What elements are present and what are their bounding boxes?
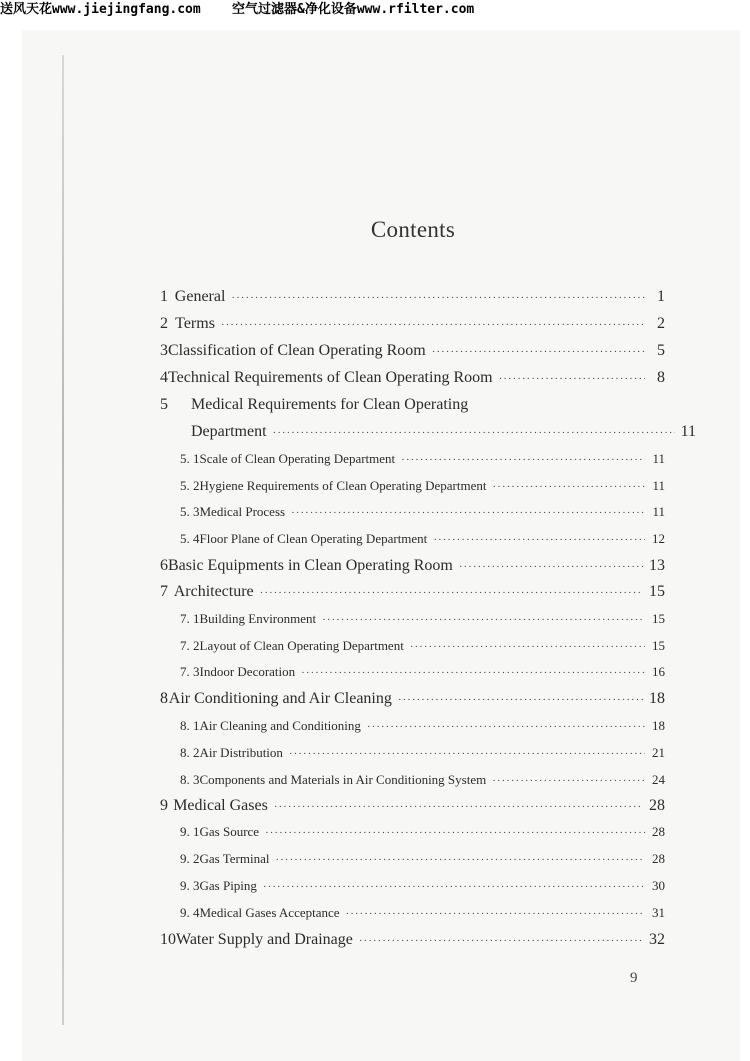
toc-entry-number: 7: [160, 583, 168, 600]
toc-entry-number: 9. 1: [180, 824, 200, 839]
toc-entry-number: 8: [160, 690, 168, 707]
toc-leader-dots: [367, 721, 645, 733]
toc-subsection-entry: [160, 611, 665, 635]
toc-subsection-entry: [160, 531, 665, 555]
toc-entry-number: 5. 1: [180, 451, 200, 466]
toc-entry-page: 30: [652, 878, 665, 893]
toc-entry-label: Water Supply and Drainage: [176, 931, 353, 948]
toc-entry-label: Components and Materials in Air Conditioning System: [199, 772, 487, 787]
toc-entry-page: 31: [652, 905, 665, 920]
toc-subsection-entry: [160, 905, 665, 929]
toc-leader-dots: [273, 427, 675, 439]
toc-section-entry: [160, 423, 696, 447]
toc-entry-page: 11: [652, 478, 665, 493]
toc-entry-page: 11: [652, 451, 665, 466]
toc-entry-number: 9. 2: [180, 851, 200, 866]
page-title: Contents: [370, 217, 456, 242]
toc-leader-dots: [265, 827, 645, 839]
toc-entry-page: 18: [649, 690, 665, 707]
toc-entry-page: 15: [652, 638, 665, 653]
toc-leader-dots: [289, 748, 645, 760]
toc-section-entry: [160, 288, 665, 312]
toc-entry-label: Architecture: [173, 583, 254, 600]
toc-leader-dots: [401, 454, 645, 466]
toc-entry-page: 28: [649, 797, 665, 814]
toc-entry-label: Air Conditioning and Air Cleaning: [168, 690, 392, 707]
toc-leader-dots: [492, 775, 645, 787]
page-spine-shadow: [62, 55, 64, 1025]
toc-entry-number: 5. 3: [180, 504, 200, 519]
toc-entry-label: Air Cleaning and Conditioning: [199, 718, 361, 733]
toc-entry-label: Terms: [175, 315, 215, 332]
toc-entry-number: 1: [160, 288, 168, 305]
toc-entry-number: 5. 4: [180, 531, 200, 546]
toc-entry-label: Gas Terminal: [199, 851, 270, 866]
toc-leader-dots: [322, 614, 645, 626]
toc-leader-dots: [274, 801, 643, 813]
toc-entry-page: 11: [680, 423, 696, 440]
toc-entry-label: Department: [191, 423, 267, 440]
toc-entry-number: 8. 3: [180, 772, 200, 787]
toc-leader-dots: [263, 881, 645, 893]
toc-leader-dots: [359, 935, 643, 947]
toc-entry-page: 28: [652, 851, 665, 866]
toc-entry-page: 2: [657, 315, 665, 332]
toc-leader-dots: [433, 534, 645, 546]
toc-entry-number: 3: [160, 342, 168, 359]
toc-entry-label: Building Environment: [199, 611, 317, 626]
toc-entry-number: 9. 4: [180, 905, 200, 920]
toc-entry-number: 10: [160, 931, 176, 948]
toc-entry-page: 21: [652, 745, 665, 760]
toc-entry-label: Floor Plane of Clean Operating Department: [199, 531, 428, 546]
toc-entry-number: 6: [160, 557, 168, 574]
toc-subsection-entry: [160, 638, 665, 662]
toc-section-entry: [160, 931, 665, 955]
toc-entry-number: 8. 2: [180, 745, 200, 760]
toc-entry-number: 2: [160, 315, 168, 332]
toc-entry-number: 9: [160, 797, 168, 814]
toc-entry-number: 4: [160, 369, 168, 386]
toc-subsection-entry: [160, 478, 665, 502]
toc-entry-number: 7. 3: [180, 664, 200, 679]
toc-entry-label: Air Distribution: [199, 745, 283, 760]
toc-entry-label: Medical Requirements for Clean Operating: [191, 396, 469, 413]
toc-entry-label: Gas Piping: [199, 878, 257, 893]
toc-leader-dots: [499, 373, 645, 385]
toc-section-entry: [160, 396, 665, 420]
toc-leader-dots: [493, 481, 646, 493]
toc-leader-dots: [346, 908, 645, 920]
toc-leader-dots: [398, 694, 643, 706]
toc-entry-label: Gas Source: [199, 824, 260, 839]
toc-section-entry: [160, 369, 665, 393]
toc-entry-number: 9. 3: [180, 878, 200, 893]
toc-entry-number: 7. 1: [180, 611, 200, 626]
toc-leader-dots: [221, 319, 645, 331]
toc-entry-page: 15: [649, 583, 665, 600]
toc-entry-label: Layout of Clean Operating Department: [199, 638, 404, 653]
toc-entry-page: 32: [649, 931, 665, 948]
toc-leader-dots: [275, 854, 645, 866]
toc-section-entry: [160, 557, 665, 581]
toc-leader-dots: [432, 346, 645, 358]
toc-subsection-entry: [160, 718, 665, 742]
toc-section-entry: [160, 315, 665, 339]
toc-subsection-entry: [160, 451, 665, 475]
toc-entry-label: Indoor Decoration: [199, 664, 296, 679]
toc-entry-number: 7. 2: [180, 638, 200, 653]
toc-entry-page: 28: [652, 824, 665, 839]
toc-section-entry: [160, 342, 665, 366]
toc-entry-label: General: [174, 288, 226, 305]
toc-subsection-entry: [160, 504, 665, 528]
toc-entry-number: 5: [160, 396, 168, 413]
toc-entry-page: 11: [652, 504, 665, 519]
header-watermark: 送风天花www.jiejingfang.com 空气过滤器&净化设备www.rfilter.com: [0, 0, 750, 20]
toc-entry-page: 1: [657, 288, 665, 305]
toc-subsection-entry: [160, 824, 665, 848]
toc-entry-label: Medical Gases: [173, 797, 268, 814]
toc-leader-dots: [260, 587, 643, 599]
toc-entry-label: Medical Process: [199, 504, 286, 519]
toc-entry-label: Hygiene Requirements of Clean Operating Department: [199, 478, 487, 493]
toc-leader-dots: [410, 641, 645, 653]
toc-entry-page: 16: [652, 664, 665, 679]
toc-entry-page: 15: [652, 611, 665, 626]
toc-section-entry: [160, 690, 665, 714]
toc-entry-label: Basic Equipments in Clean Operating Room: [168, 557, 453, 574]
toc-entry-number: 5. 2: [180, 478, 200, 493]
toc-subsection-entry: [160, 878, 665, 902]
toc-entry-page: 12: [652, 531, 665, 546]
toc-entry-label: Medical Gases Acceptance: [199, 905, 340, 920]
toc-entry-page: 24: [652, 772, 665, 787]
toc-section-entry: [160, 583, 665, 607]
toc-leader-dots: [231, 292, 645, 304]
toc-leader-dots: [301, 667, 645, 679]
toc-entry-label: Classification of Clean Operating Room: [168, 342, 426, 359]
toc-leader-dots: [291, 507, 645, 519]
toc-entry-page: 13: [649, 557, 665, 574]
toc-section-entry: [160, 797, 665, 821]
toc-entry-page: 18: [652, 718, 665, 733]
toc-entry-label: Technical Requirements of Clean Operating Room: [168, 369, 493, 386]
page-number: 9: [630, 970, 638, 986]
toc-subsection-entry: [160, 772, 665, 796]
toc-entry-number: 8. 1: [180, 718, 200, 733]
toc-subsection-entry: [160, 664, 665, 688]
toc-entry-label: Scale of Clean Operating Department: [199, 451, 396, 466]
toc-entry-page: 5: [657, 342, 665, 359]
toc-entry-page: 8: [657, 369, 665, 386]
toc-subsection-entry: [160, 745, 665, 769]
toc-subsection-entry: [160, 851, 665, 875]
toc-leader-dots: [459, 561, 643, 573]
